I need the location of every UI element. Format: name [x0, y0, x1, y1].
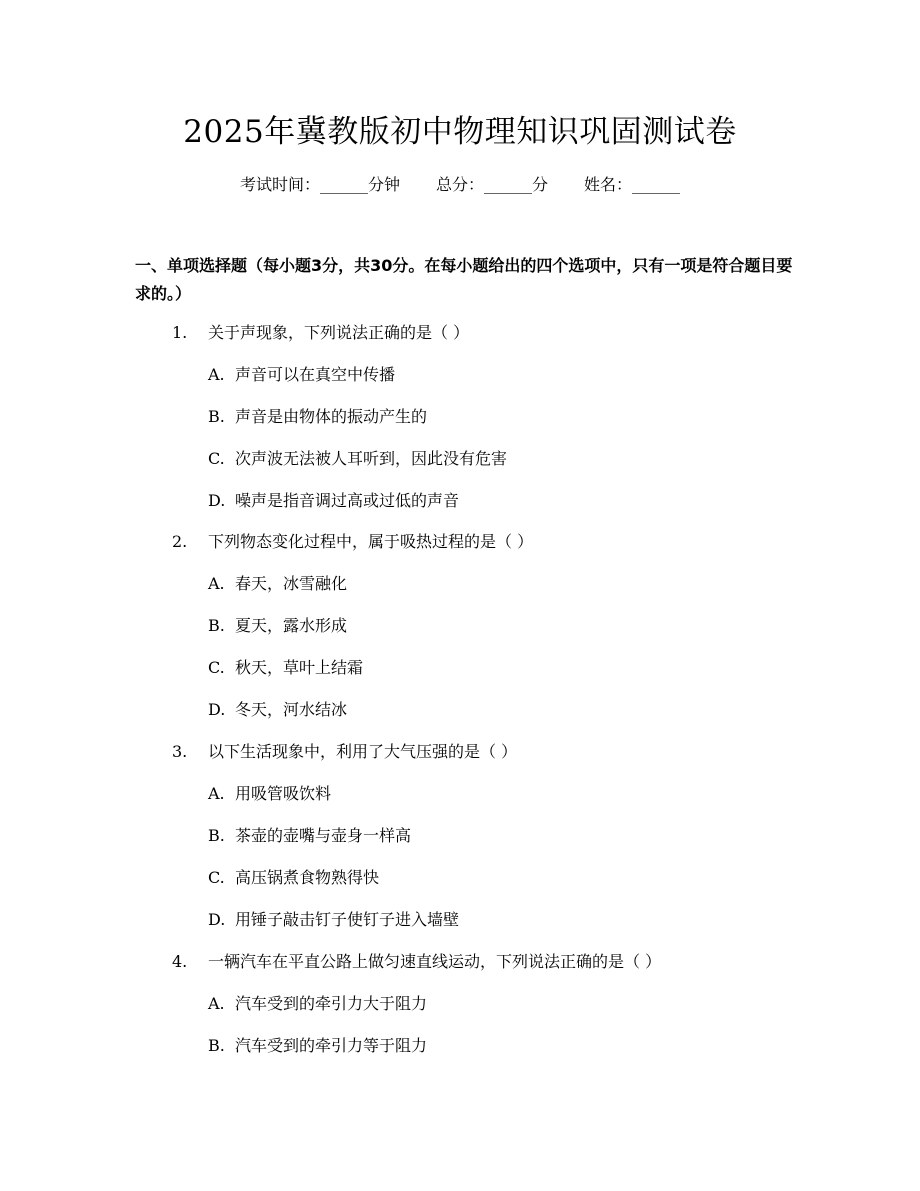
option-letter: A. [208, 784, 225, 803]
option-text: 用锤子敲击钉子使钉子进入墙壁 [235, 910, 460, 929]
option-letter: A. [208, 365, 225, 384]
question-number: 4. [172, 952, 188, 971]
question-4 [172, 950, 661, 974]
option-letter: D. [208, 491, 226, 510]
option-text: 春天，冰雪融化 [235, 574, 348, 593]
question-1 [172, 321, 469, 345]
question-number: 2. [172, 532, 188, 551]
option-3b [208, 824, 411, 848]
option-text: 声音可以在真空中传播 [235, 365, 396, 384]
option-2c [208, 656, 363, 680]
option-text: 汽车受到的牵引力大于阻力 [235, 994, 428, 1013]
student-name-field: 姓名：______ [584, 175, 681, 194]
option-text: 汽车受到的牵引力等于阻力 [235, 1036, 428, 1055]
option-letter: B. [208, 616, 225, 635]
option-text: 高压锅煮食物熟得快 [235, 868, 380, 887]
exam-meta-line [0, 172, 920, 198]
option-letter: D. [208, 700, 226, 719]
question-2 [172, 530, 533, 554]
exam-time-field: 考试时间：______分钟 [239, 175, 400, 194]
option-4b [208, 1034, 427, 1058]
option-3d [208, 908, 459, 932]
option-letter: A. [208, 574, 225, 593]
question-3 [172, 740, 517, 764]
option-letter: C. [208, 658, 225, 677]
option-letter: A. [208, 994, 225, 1013]
exam-title: 2025年冀教版初中物理知识巩固测试卷 [183, 114, 737, 150]
option-text: 茶壶的壶嘴与壶身一样高 [235, 826, 412, 845]
question-number: 1. [172, 323, 188, 342]
option-1c [208, 447, 507, 471]
option-text: 次声波无法被人耳听到，因此没有危害 [235, 449, 508, 468]
total-score-field: 总分：______分 [435, 175, 548, 194]
option-text: 夏天，露水形成 [235, 616, 348, 635]
option-letter: C. [208, 449, 225, 468]
option-1a [208, 363, 395, 387]
option-3a [208, 782, 331, 806]
option-3c [208, 866, 379, 890]
option-text: 秋天，草叶上结霜 [235, 658, 364, 677]
option-2b [208, 614, 347, 638]
question-text: 下列物态变化过程中，属于吸热过程的是（ ） [208, 532, 534, 551]
option-letter: C. [208, 868, 225, 887]
option-1d [208, 489, 459, 513]
section-heading: 一、单项选择题（每小题3分，共30分。在每小题给出的四个选项中，只有一项是符合题目要求的。） [135, 256, 793, 303]
option-text: 噪声是指音调过高或过低的声音 [235, 491, 460, 510]
option-text: 用吸管吸饮料 [235, 784, 332, 803]
option-letter: B. [208, 407, 225, 426]
option-letter: D. [208, 910, 226, 929]
option-1b [208, 405, 427, 429]
option-2d [208, 698, 347, 722]
question-text: 以下生活现象中，利用了大气压强的是（ ） [208, 742, 518, 761]
question-number: 3. [172, 742, 188, 761]
question-text: 关于声现象，下列说法正确的是（ ） [208, 323, 470, 342]
option-text: 冬天，河水结冰 [235, 700, 348, 719]
option-letter: B. [208, 826, 225, 845]
option-text: 声音是由物体的振动产生的 [235, 407, 428, 426]
option-4a [208, 992, 427, 1016]
option-letter: B. [208, 1036, 225, 1055]
question-text: 一辆汽车在平直公路上做匀速直线运动，下列说法正确的是（ ） [208, 952, 662, 971]
option-2a [208, 572, 347, 596]
